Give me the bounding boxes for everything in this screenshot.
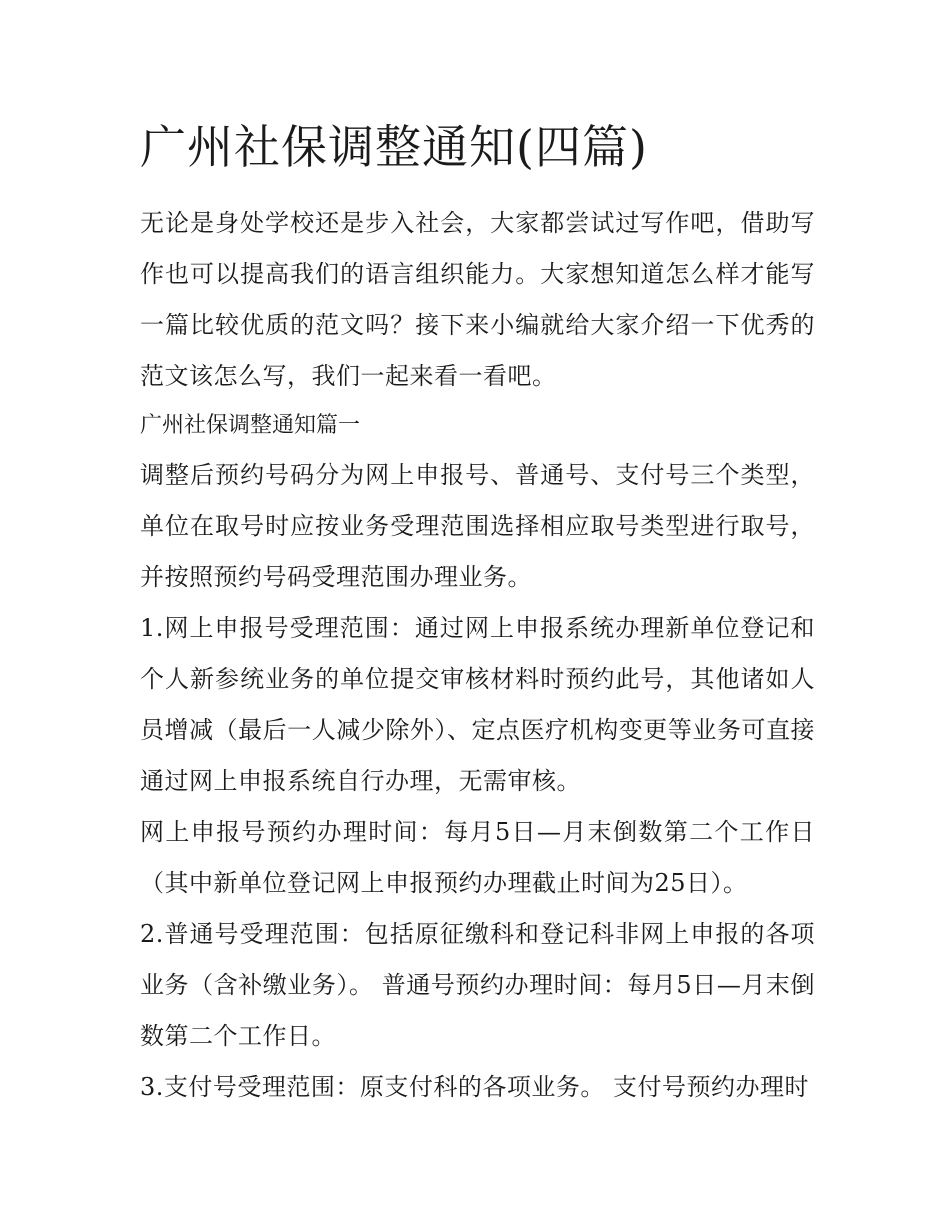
paragraph-payment-scope: 3.支付号受理范围：原支付科的各项业务。 支付号预约办理时 [140, 1073, 810, 1101]
paragraph-online-time: 网上申报号预约办理时间：每月5日—月末倒数第二个工作日（其中新单位登记网上申报预约办理截止时间为25日）。 [140, 818, 815, 897]
paragraph-ordinary-scope: 2.普通号受理范围：包括原征缴科和登记科非网上申报的各项业务（含补缴业务）。 普通号预约办理时间：每月5日—月末倒数第二个工作日。 [140, 920, 815, 1050]
intro-paragraph: 无论是身处学校还是步入社会，大家都尝试过写作吧，借助写作也可以提高我们的语言组织能力。大家想知道怎么样才能写一篇比较优质的范文吗？接下来小编就给大家介绍一下优秀的范文该怎么写，我们一起来看一看吧。 [140, 209, 815, 390]
document-title: 广州社保调整通知(四篇) [140, 120, 648, 174]
paragraph-number-types: 调整后预约号码分为网上申报号、普通号、支付号三个类型，单位在取号时应按业务受理范围选择相应取号类型进行取号，并按照预约号码受理范围办理业务。 [140, 461, 815, 591]
section-heading: 广州社保调整通知篇一 [140, 413, 361, 438]
document-body [140, 112, 815, 1113]
paragraph-online-scope: 1.网上申报号受理范围：通过网上申报系统办理新单位登记和个人新参统业务的单位提交审核材料时预约此号，其他诸如人员增减（最后一人减少除外）、定点医疗机构变更等业务可直接通过网上申报系统自行办理，无需审核。 [140, 614, 815, 795]
